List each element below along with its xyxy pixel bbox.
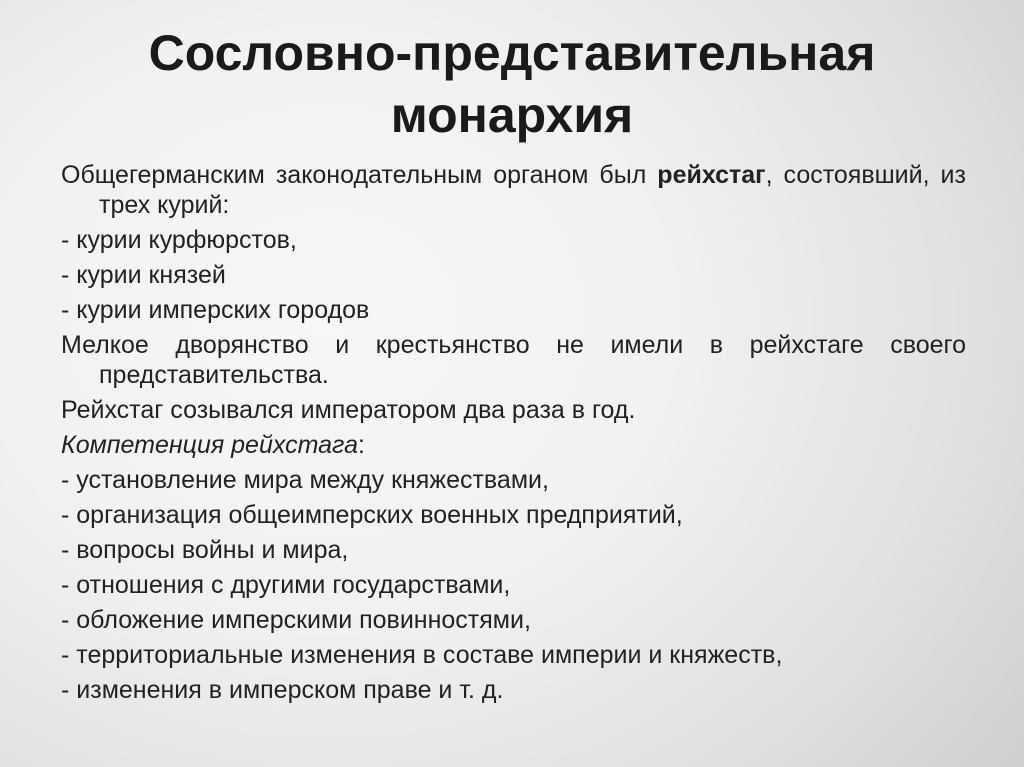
list-item-competence: - территориальные изменения в составе империи и княжеств, <box>61 641 783 669</box>
title-line-2: монархия <box>390 87 634 143</box>
list-item-competence: - вопросы войны и мира, <box>61 536 349 564</box>
list-item-curia: - курии имперских городов <box>61 296 370 324</box>
slide-title <box>40 22 984 146</box>
title-line-1: Сословно-представительная <box>148 25 876 81</box>
bold-term-reichstag: рейхстаг <box>657 161 766 189</box>
paragraph-text: , состоявший, из трех курий: <box>99 161 966 219</box>
list-item-competence: - установление мира между княжествами, <box>61 466 549 494</box>
paragraph-text: Общегерманским законодательным органом был <box>61 161 658 189</box>
list-item-competence: - обложение имперскими повинностями, <box>61 606 531 634</box>
italic-term-competence: Компетенция рейхстага <box>61 431 358 459</box>
list-item-competence: - организация общеимперских военных предприятий, <box>61 501 683 529</box>
slide-body <box>61 160 966 710</box>
list-item-competence: - изменения в имперском праве и т. д. <box>61 676 504 704</box>
paragraph-representation: Мелкое дворянство и крестьянство не имели в рейхстаге своего представительства. <box>61 331 966 389</box>
paragraph-reichstag-intro <box>61 160 966 220</box>
list-item-curia: - курии курфюрстов, <box>61 226 297 254</box>
list-item-competence: - отношения с другими государствами, <box>61 571 511 599</box>
paragraph-text: : <box>357 431 365 459</box>
competence-heading <box>61 430 966 460</box>
list-item-curia: - курии князей <box>61 261 226 289</box>
paragraph-convocation: Рейхстаг созывался императором два раза в год. <box>61 396 636 424</box>
